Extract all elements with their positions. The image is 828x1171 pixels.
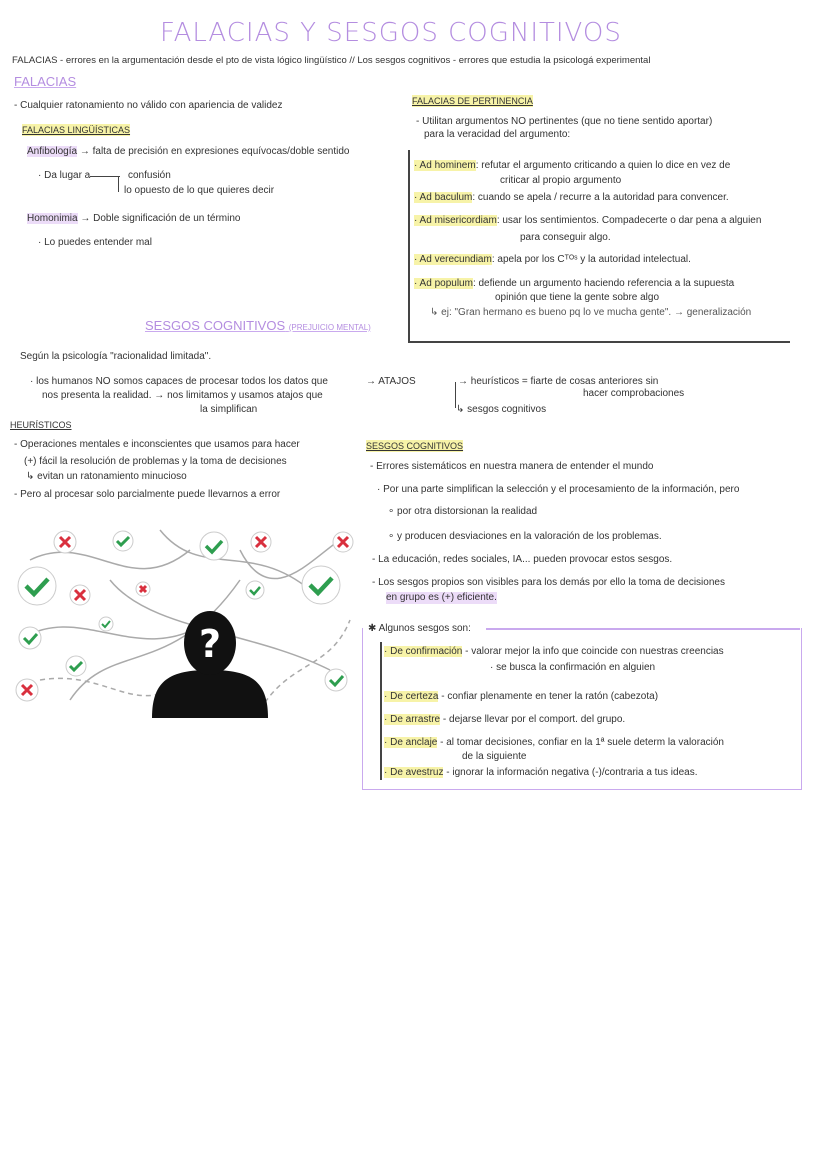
ad-verecundiam bbox=[414, 254, 691, 266]
person-silhouette-icon bbox=[152, 611, 268, 718]
atajos: → ATAJOS bbox=[366, 376, 416, 387]
heuristicos-branch: → heurísticos = fiarte de cosas anteriores sin bbox=[458, 376, 659, 387]
definition: - confiar plenamente en tener la ratón (cabezota) bbox=[438, 691, 659, 702]
box-border-left bbox=[408, 150, 410, 342]
check-icon bbox=[302, 566, 340, 604]
pertinencia-heading: FALACIAS DE PERTINENCIA bbox=[412, 96, 533, 106]
definition: : refutar el argumento criticando a quien lo dice en vez de bbox=[475, 160, 731, 171]
x-icon bbox=[54, 531, 76, 553]
arrow: → bbox=[77, 213, 94, 224]
pertinencia-intro1: - Utilitan argumentos NO pertinentes (que no tiene sentido aportar) bbox=[416, 116, 713, 127]
anfibologia-term: Anfibología bbox=[27, 146, 78, 157]
humanos-line1: · los humanos NO somos capaces de procesar todos los datos que bbox=[30, 376, 328, 387]
populum-example: ↳ ej: "Gran hermano es bueno pq lo ve mucha gente". → generalización bbox=[430, 307, 752, 318]
da-lugar: · Da lugar a bbox=[38, 170, 91, 181]
x-icon bbox=[333, 532, 353, 552]
sesgos-line: - Errores sistemáticos en nuestra manera de entender el mundo bbox=[370, 461, 654, 472]
x-icon bbox=[251, 532, 271, 552]
homonimia-term: Homonimia bbox=[27, 213, 78, 224]
heuristicos-line: ↳ evitan un ratonamiento minucioso bbox=[26, 471, 187, 482]
term: · Ad baculum bbox=[414, 192, 473, 203]
intro-text: FALACIAS - errores en la argumentación desde el pto de vista lógico lingüístico // Los sesgos cognitivos - errores que estudia la psicologá experimental bbox=[12, 55, 651, 66]
term: · Ad misericordiam bbox=[414, 215, 497, 226]
homonimia-text: Doble significación de un término bbox=[93, 213, 241, 224]
anfibologia-line bbox=[27, 146, 349, 158]
definition: : defiende un argumento haciendo referencia a la supuesta bbox=[472, 278, 735, 289]
term: · De confirmación bbox=[384, 646, 463, 657]
branch-line bbox=[118, 176, 119, 192]
sesgos-cognitivos-heading: SESGOS COGNITIVOS bbox=[366, 441, 464, 451]
check-icon bbox=[113, 531, 133, 551]
box-border-top bbox=[486, 628, 800, 630]
sesgos-line: - La educación, redes sociales, IA... pueden provocar estos sesgos. bbox=[372, 554, 673, 565]
entender-mal: · Lo puedes entender mal bbox=[38, 237, 152, 248]
definition: : apela por los Cᵀᴼˢ y la autoridad intelectual. bbox=[491, 254, 691, 265]
term: · Ad hominem bbox=[414, 160, 476, 171]
falacias-heading: FALACIAS bbox=[14, 74, 77, 89]
sesgos-subheading: (PREJUICIO MENTAL) bbox=[288, 323, 371, 332]
sesgo-anclaje bbox=[384, 737, 724, 749]
definition: - dejarse llevar por el comport. del grupo. bbox=[440, 714, 626, 725]
decision-illustration bbox=[10, 520, 358, 720]
homonimia-line bbox=[27, 213, 240, 225]
ad-populum bbox=[414, 278, 734, 290]
ad-misericordiam bbox=[414, 215, 761, 227]
definition: - ignorar la información negativa (-)/contraria a tus ideas. bbox=[443, 767, 698, 778]
term: · De certeza bbox=[384, 691, 439, 702]
sesgos-line: ∘ por otra distorsionan la realidad bbox=[388, 506, 538, 517]
linguisticas-heading: FALACIAS LINGÜÍSTICAS bbox=[22, 125, 131, 135]
ad-baculum bbox=[414, 192, 729, 204]
question-mark: ? bbox=[198, 622, 222, 666]
ad-hominem bbox=[414, 160, 730, 172]
page-title: FALACIAS Y SESGOS COGNITIVOS bbox=[160, 18, 622, 48]
term: · De avestruz bbox=[384, 767, 444, 778]
anfibologia-text: falta de precisión en expresiones equívocas/doble sentido bbox=[92, 146, 350, 157]
confusion: confusión bbox=[128, 170, 171, 181]
check-icon bbox=[19, 627, 41, 649]
heuristicos-line: (+) fácil la resolución de problemas y la toma de decisiones bbox=[24, 456, 287, 467]
sesgo-avestruz bbox=[384, 767, 697, 779]
check-icon bbox=[66, 656, 86, 676]
x-icon bbox=[16, 679, 38, 701]
sesgos-line: en grupo es (+) eficiente. bbox=[386, 592, 497, 603]
sesgo-anclaje-cont: de la siguiente bbox=[462, 751, 527, 762]
check-icon bbox=[325, 669, 347, 691]
humanos-line3: la simplifican bbox=[200, 404, 258, 415]
sesgos-line: ∘ y producen desviaciones en la valoración de los problemas. bbox=[388, 531, 662, 542]
sesgos-line: · Por una parte simplifican la selección y el procesamiento de la información, pero bbox=[377, 484, 740, 495]
check-icon bbox=[99, 617, 113, 631]
pertinencia-intro2: para la veracidad del argumento: bbox=[424, 129, 571, 140]
opuesto: lo opuesto de lo que quieres decir bbox=[124, 185, 275, 196]
arrow: → bbox=[77, 146, 93, 157]
heuristicos-heading: HEURÍSTICOS bbox=[10, 420, 72, 430]
ad-hominem-cont: criticar al propio argumento bbox=[500, 175, 622, 186]
humanos-line2: nos presenta la realidad. → nos limitamos y usamos atajos que bbox=[42, 390, 323, 401]
ad-populum-cont: opinión que tiene la gente sobre algo bbox=[495, 292, 660, 303]
sesgos-title: SESGOS COGNITIVOS bbox=[145, 318, 286, 333]
x-icon bbox=[70, 585, 90, 605]
ad-misericordiam-cont: para conseguir algo. bbox=[520, 232, 611, 243]
check-icon bbox=[18, 567, 56, 605]
check-icon bbox=[200, 532, 228, 560]
branch-line bbox=[90, 176, 120, 177]
list-line bbox=[380, 642, 382, 780]
heuristicos-line: - Operaciones mentales e inconscientes que usamos para hacer bbox=[14, 439, 300, 450]
sesgo-certeza bbox=[384, 691, 658, 703]
heuristicos-branch2: hacer comprobaciones bbox=[583, 388, 685, 399]
term: · De arrastre bbox=[384, 714, 441, 725]
check-icon bbox=[246, 581, 264, 599]
sesgos-line: - Los sesgos propios son visibles para los demás por ello la toma de decisiones bbox=[372, 577, 725, 588]
segun-text: Según la psicología "racionalidad limitada". bbox=[20, 351, 212, 362]
definition: - al tomar decisiones, confiar en la 1ª suele determ la valoración bbox=[437, 737, 724, 748]
falacias-definition: - Cualquier ratonamiento no válido con apariencia de validez bbox=[14, 100, 283, 111]
heuristicos-line: - Pero al procesar solo parcialmente puede llevarnos a error bbox=[14, 489, 281, 500]
sesgo-arrastre bbox=[384, 714, 625, 726]
term: · Ad populum bbox=[414, 278, 473, 289]
box-border-bottom bbox=[408, 341, 790, 343]
definition: - valorar mejor la info que coincide con nuestras creencias bbox=[462, 646, 724, 657]
term: · Ad verecundiam bbox=[414, 254, 492, 265]
algunos-heading: ✱ Algunos sesgos son: bbox=[368, 623, 471, 634]
definition: : cuando se apela / recurre a la autoridad para convencer. bbox=[472, 192, 729, 203]
sesgos-heading bbox=[145, 320, 371, 334]
sesgo-confirmacion bbox=[384, 646, 724, 658]
term: · De anclaje bbox=[384, 737, 438, 748]
sesgo-confirmacion-cont: · se busca la confirmación en alguien bbox=[490, 662, 656, 673]
x-icon bbox=[136, 582, 150, 596]
sesgos-branch: ↳ sesgos cognitivos bbox=[456, 404, 547, 415]
definition: : usar los sentimientos. Compadecerte o dar pena a alguien bbox=[496, 215, 762, 226]
